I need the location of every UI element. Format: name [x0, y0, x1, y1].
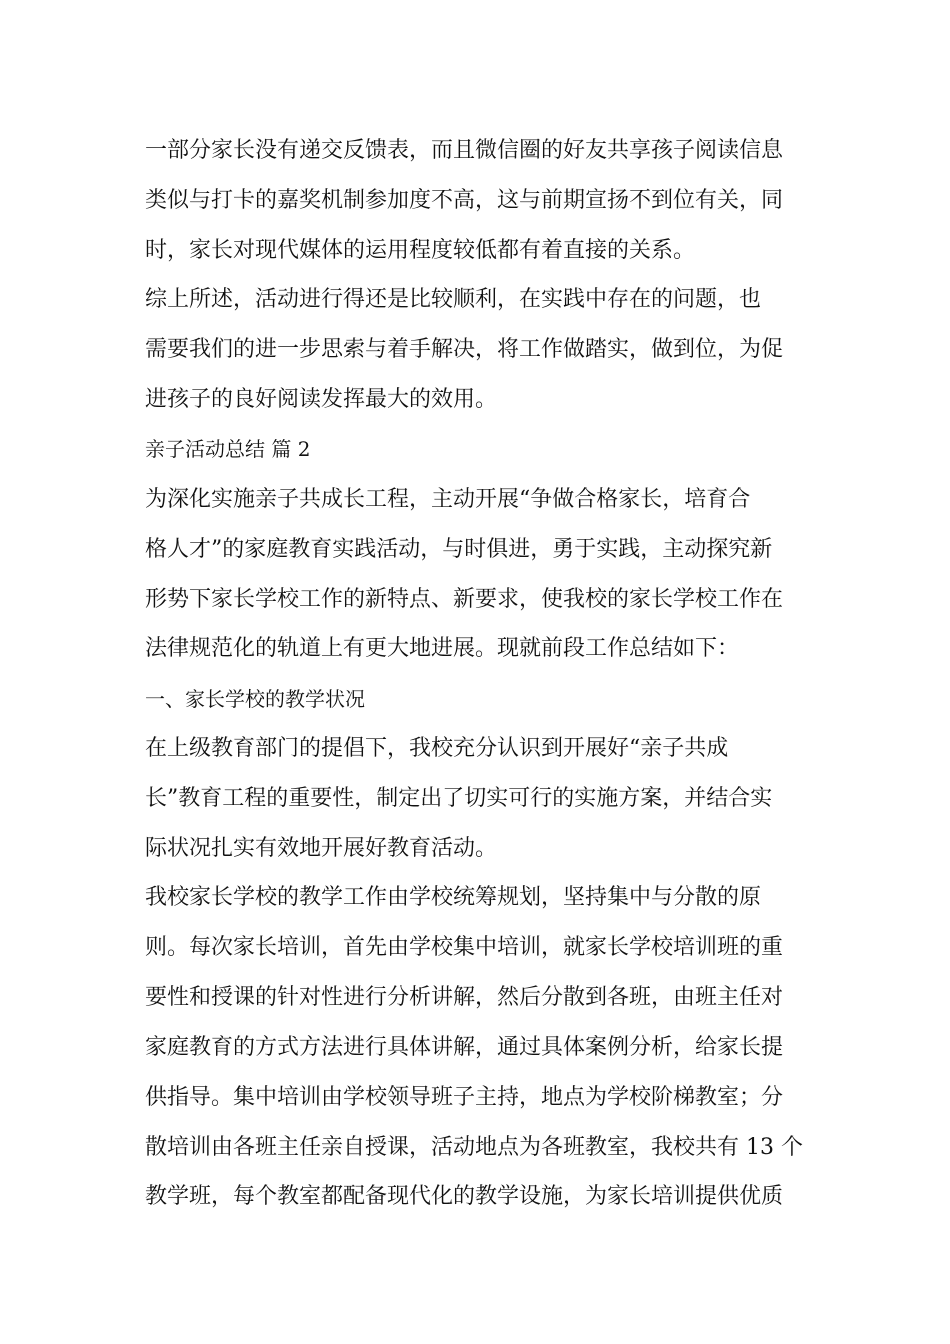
- paragraph-line: 供指导。集中培训由学校领导班子主持，地点为学校阶梯教室；分: [145, 1085, 784, 1110]
- paragraph-line: 则。每次家长培训，首先由学校集中培训，就家长学校培训班的重: [145, 935, 784, 960]
- subsection-heading: 一、家长学校的教学状况: [145, 687, 365, 711]
- paragraph-line: 法律规范化的轨道上有更大地进展。现就前段工作总结如下：: [145, 636, 740, 661]
- paragraph-line: 进孩子的良好阅读发挥最大的效用。: [145, 387, 498, 412]
- paragraph-line: 在上级教育部门的提倡下，我校充分认识到开展好“亲子共成: [145, 736, 729, 761]
- paragraph-line: 综上所述，活动进行得还是比较顺利，在实践中存在的问题，也: [145, 287, 762, 312]
- paragraph-line: 格人才”的家庭教育实践活动，与时俱进，勇于实践，主动探究新: [145, 537, 773, 562]
- paragraph-line: 长”教育工程的重要性，制定出了切实可行的实施方案，并结合实: [145, 786, 773, 811]
- paragraph-line: 一部分家长没有递交反馈表，而且微信圈的好友共享孩子阅读信息: [145, 138, 784, 163]
- paragraph-line: 时，家长对现代媒体的运用程度较低都有着直接的关系。: [145, 238, 696, 263]
- section-heading: 亲子活动总结 篇 2: [145, 437, 311, 461]
- paragraph-line: 教学班，每个教室都配备现代化的教学设施，为家长培训提供优质: [145, 1184, 784, 1209]
- paragraph-line: 我校家长学校的教学工作由学校统筹规划，坚持集中与分散的原: [145, 885, 762, 910]
- paragraph-line: 类似与打卡的嘉奖机制参加度不高，这与前期宣扬不到位有关，同: [145, 188, 784, 213]
- paragraph-line: 形势下家长学校工作的新特点、新要求，使我校的家长学校工作在: [145, 587, 784, 612]
- paragraph-line: 需要我们的进一步思索与着手解决，将工作做踏实，做到位，为促: [145, 337, 784, 362]
- paragraph-line: 要性和授课的针对性进行分析讲解，然后分散到各班，由班主任对: [145, 985, 784, 1010]
- paragraph-line: 家庭教育的方式方法进行具体讲解，通过具体案例分析，给家长提: [145, 1035, 784, 1060]
- paragraph-line: 为深化实施亲子共成长工程，主动开展“争做合格家长，培育合: [145, 487, 751, 512]
- paragraph-line: 际状况扎实有效地开展好教育活动。: [145, 836, 498, 861]
- paragraph-line: 散培训由各班主任亲自授课，活动地点为各班教室，我校共有 13 个: [145, 1135, 803, 1160]
